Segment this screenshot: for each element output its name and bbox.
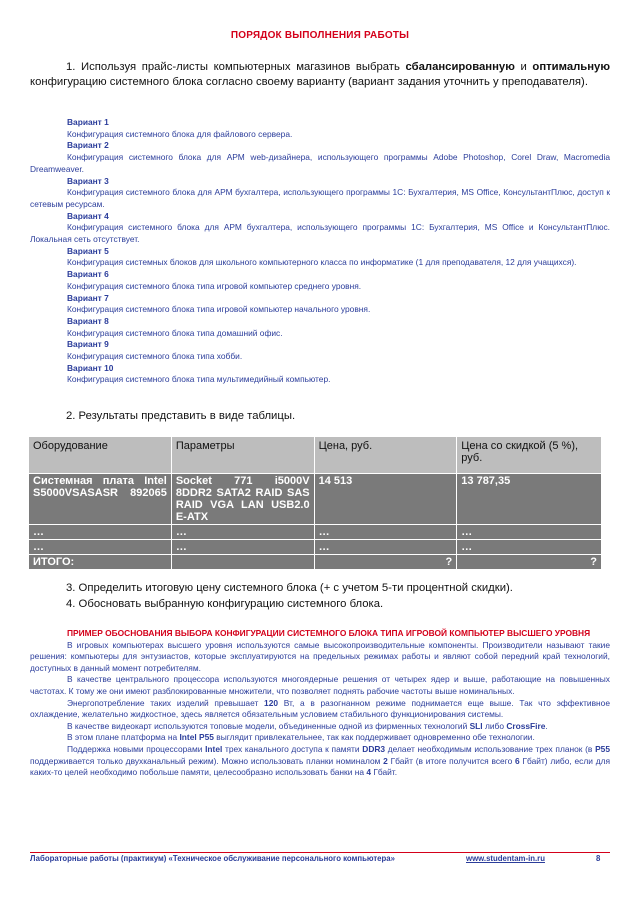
- variants-list: [30, 117, 610, 386]
- table-cell: …: [29, 525, 172, 540]
- variant-item: [30, 339, 610, 362]
- variant-item: [30, 363, 610, 386]
- table-cell: …: [171, 525, 314, 540]
- bold-text: P55: [595, 743, 610, 754]
- footer-divider: [30, 852, 610, 853]
- step-1-text-a: 1. Используя прайс-листы компьютерных магазинов выбрать: [66, 61, 406, 73]
- table-cell: …: [314, 540, 457, 555]
- variant-description: Конфигурация системного блока типа домашний офис.: [67, 327, 283, 338]
- example-title: ПРИМЕР ОБОСНОВАНИЯ ВЫБОРА КОНФИГУРАЦИИ СИСТЕМНОГО БЛОКА ТИПА ИГРОВОЙ КОМПЬЮТЕР ВЫСШЕГО УРОВНЯ: [67, 628, 591, 638]
- variant-item: [30, 211, 610, 246]
- footer-text: Лабораторные работы (практикум) «Техническое обслуживание персонального компьютера»: [30, 854, 395, 863]
- example-paragraph: [30, 698, 610, 721]
- page-number: 8: [596, 854, 601, 863]
- table-cell: Socket 771 i5000V 8DDR2 SATA2 RAID SAS RAID VGA LAN USB2.0 E-ATX: [171, 474, 314, 525]
- bold-text: 2: [383, 755, 388, 766]
- variant-name: Вариант 4: [67, 210, 109, 221]
- bold-text: 4: [366, 767, 371, 778]
- variant-item: [30, 140, 610, 175]
- text: .: [545, 720, 548, 731]
- results-table: [28, 436, 602, 570]
- variant-description: Конфигурация системного блока типа игровой компьютер начального уровня.: [67, 304, 371, 315]
- variant-description: Конфигурация системного блока типа игровой компьютер среднего уровня.: [67, 280, 362, 291]
- variant-item: [30, 117, 610, 140]
- table-cell: …: [457, 540, 602, 555]
- variant-item: [30, 176, 610, 211]
- variant-item: [30, 246, 610, 269]
- variant-name: Вариант 3: [67, 175, 109, 186]
- example-paragraph: В игровых компьютерах высшего уровня используются самые высокопроизводительные компоненты. Производители называют такие решения: компьютеры для энтузиастов, которые эксплуатируются на предельных режимах работы и являют собой передний край технологий, доступных в данный момент потребителям.: [30, 639, 610, 673]
- step-3-text: 3. Определить итоговую цену системного блока (+ с учетом 5-ти процентной скидки).: [66, 582, 513, 594]
- step-4-text: 4. Обосновать выбранную конфигурацию системного блока.: [66, 598, 384, 610]
- text: В этом плане платформа на: [67, 732, 180, 743]
- step-1-bold-b: оптимальную: [532, 61, 610, 73]
- table-total-row: [29, 555, 602, 570]
- table-cell: 14 513: [314, 474, 457, 525]
- table-cell: …: [29, 540, 172, 555]
- text: Энергопотребление таких изделий превышает: [67, 697, 265, 708]
- variant-item: [30, 293, 610, 316]
- variant-description: Конфигурация системного блока для файлового сервера.: [67, 128, 293, 139]
- variant-name: Вариант 8: [67, 315, 109, 326]
- text: трех канального доступа к памяти: [222, 743, 363, 754]
- table-header-cell: Цена, руб.: [314, 437, 457, 474]
- table-header-cell: Оборудование: [29, 437, 172, 474]
- variant-description: Конфигурация системного блока типа хобби.: [67, 351, 243, 362]
- table-header-row: [29, 437, 602, 474]
- page-title: ПОРЯДОК ВЫПОЛНЕНИЯ РАБОТЫ: [230, 30, 410, 41]
- bold-text: Intel: [205, 743, 223, 754]
- text: Гбайт) либо, если для каких-то целей необходимо побольше памяти, целесообразно использовать банки на: [30, 755, 611, 778]
- table-header-cell: Цена со скидкой (5 %), руб.: [457, 437, 602, 474]
- bold-text: CrossFire: [506, 720, 546, 731]
- text: Гбайт.: [371, 767, 398, 778]
- table-cell: [171, 555, 314, 570]
- table-cell: ?: [314, 555, 457, 570]
- table-row: [29, 540, 602, 555]
- variant-description: Конфигурация системного блока для АРМ web-дизайнера, использующего программы Adobe Photoshop, Corel Draw, Macromedia Dreamweaver.: [30, 152, 610, 174]
- table-row: [29, 474, 602, 525]
- table-cell: ?: [457, 555, 602, 570]
- bold-text: 120: [264, 697, 279, 708]
- text: Вт, а в разогнанном режиме поднимается еще выше. Так что эффективное охлаждение, желательно жидкостное, здесь является обязательным условием стабильного функционирования системы.: [30, 697, 610, 720]
- variant-name: Вариант 2: [67, 140, 109, 151]
- bold-text: Intel P55: [179, 732, 214, 743]
- step-1-paragraph: [30, 60, 610, 89]
- variant-name: Вариант 5: [67, 245, 109, 256]
- example-paragraph: [30, 721, 610, 733]
- bold-text: DDR3: [362, 743, 386, 754]
- step-1-text-c: конфигурацию системного блока согласно своему варианту (вариант задания уточнить у преподавателя).: [30, 75, 588, 88]
- steps-3-4: [66, 580, 513, 612]
- bold-text: SLI: [469, 720, 483, 731]
- example-paragraph: В качестве центрального процессора используются многоядерные решения от четырех ядер и выше, работающие на повышенных частотах. К тому же они имеют разблокированные множители, что позволяет поднять рабочие частоты выше номинальных.: [30, 674, 610, 696]
- variant-name: Вариант 10: [67, 362, 114, 373]
- step-1-text-b: и: [514, 61, 533, 73]
- table-row: [29, 525, 602, 540]
- table-cell: …: [314, 525, 457, 540]
- step-1-bold-a: сбалансированную: [405, 61, 515, 73]
- variant-item: [30, 269, 610, 292]
- bold-text: 6: [515, 755, 520, 766]
- table-header-cell: Параметры: [171, 437, 314, 474]
- text: делает необходимым использование трех планок (в: [385, 743, 596, 754]
- variant-description: Конфигурация системного блока типа мультимедийный компьютер.: [67, 374, 331, 385]
- table-cell: ИТОГО:: [29, 555, 172, 570]
- example-paragraph: [30, 744, 610, 779]
- footer-site-link[interactable]: www.studentam-in.ru: [466, 854, 545, 863]
- variant-name: Вариант 7: [67, 292, 109, 303]
- table-cell: …: [171, 540, 314, 555]
- text: Гбайт (в итоге получится всего: [387, 755, 516, 766]
- variant-item: [30, 316, 610, 339]
- text: выглядит привлекательнее, так как поддерживает одновременно обе технологии.: [213, 732, 535, 743]
- example-section: [30, 628, 610, 779]
- page-footer: [30, 854, 610, 863]
- variant-name: Вариант 1: [67, 117, 109, 127]
- table-cell: …: [457, 525, 602, 540]
- variant-description: Конфигурация системных блоков для школьного компьютерного класса по информатике (1 для преподавателя, 12 для учащихся).: [67, 257, 577, 268]
- text: поддерживается только двухканальный режим). Можно использовать планки номиналом: [30, 755, 384, 766]
- text: Поддержка новыми процессорами: [67, 743, 206, 754]
- variant-name: Вариант 6: [67, 269, 109, 280]
- text: либо: [482, 720, 507, 731]
- variant-description: Конфигурация системного блока для АРМ бухгалтера, использующего программы 1С: Бухгалтерия, MS Office, КонсультантПлюс, доступ к сетевым ресурсам.: [30, 187, 610, 209]
- table-cell: 13 787,35: [457, 474, 602, 525]
- variant-name: Вариант 9: [67, 339, 109, 350]
- example-paragraph: [30, 732, 610, 744]
- text: В качестве видеокарт используются топовые модели, объединенные одной из фирменных технологий: [67, 720, 470, 731]
- table-cell: Системная плата Intel S5000VSASASR 892065: [29, 474, 172, 525]
- variant-description: Конфигурация системного блока для АРМ бухгалтера, использующего программы 1С: Бухгалтерия, MS Office и КонсультантПлюс. Локальная сеть отсутствует.: [30, 222, 610, 245]
- step-2-text: 2. Результаты представить в виде таблицы.: [66, 410, 296, 422]
